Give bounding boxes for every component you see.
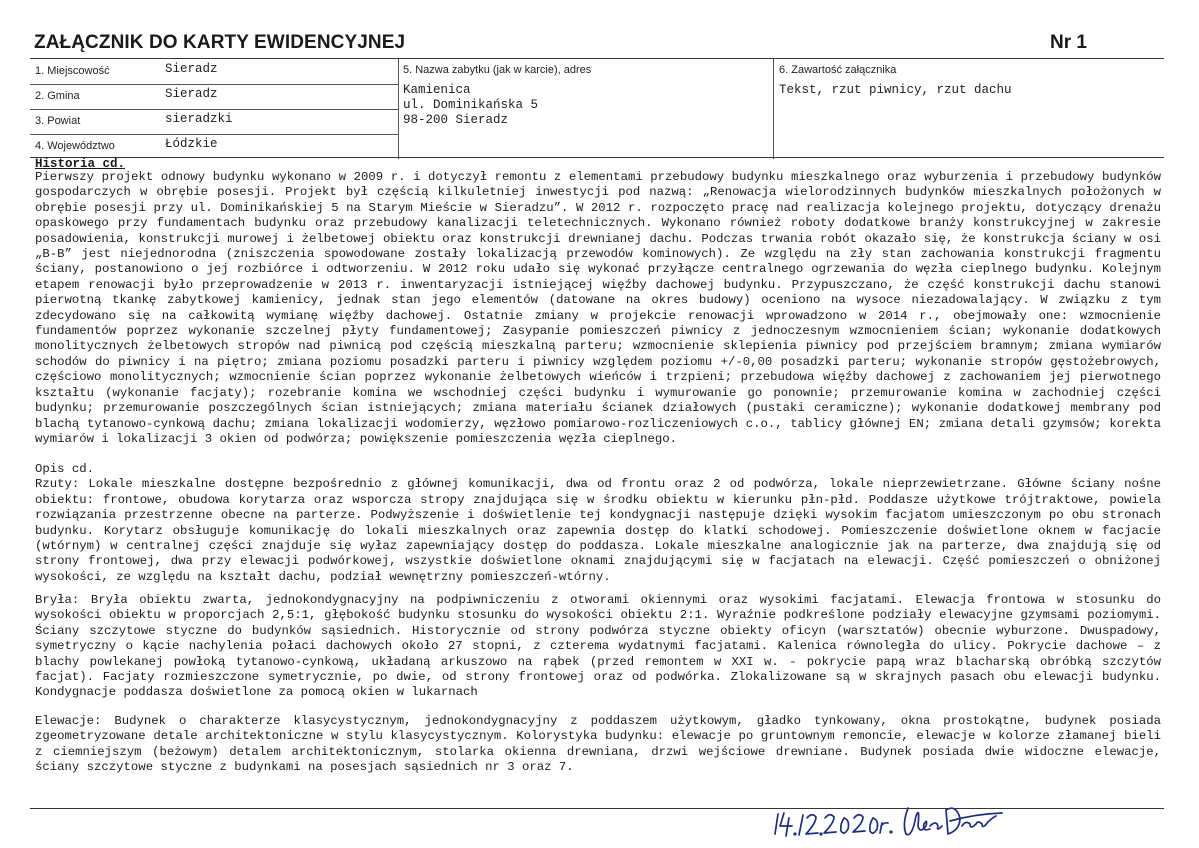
paragraph-bryla: Bryła: Bryła obiektu zwarta, jednokondygnacyjny na podpiwniczeniu z otworami okiennymi oraz wysokimi facjatami. Elewacja frontowa w stosunku do wysokości obiektu w proporcjach 2,5:1, głębokość budynku stosunku do wysokości obiektu 2:1. Wyraźnie podkreślone podziały elewacyjne gzymsami poziomymi. Ściany szczytowe styczne do budynków sąsiednich. Historycznie od strony podwórza styczne obiekty oficyn (warsztatów) obecnie wyburzone. Dwuspadowy, symetryczny o kącie nachylenia połaci dachowych około 27 stopni, z czterema wydatnymi facjatami. Kalenica równoległa do ulicy. Pokrycie dachowe – z blachy powlekanej powłoką tytanowo-cynkową, układaną arkuszowo na rąbek (przed remontem w XXI w. - pokrycie papą wraz blacharską obróbką szczytów facjat). Facjaty rozmieszczone symetrycznie, po dwie, od strony frontowej oraz od podwórka. Zlokalizowane są w skrajnych pasach obu elewacji budynku. Kondygnacje poddasza doświetlone za pomocą okien w lukarnach	[35, 593, 1161, 700]
paragraph-historia: Pierwszy projekt odnowy budynku wykonano w 2009 r. i dotyczył remontu z elementami przebudowy budynku mieszkalnego oraz wyburzenia i przebudowy budynków gospodarczych w obrębie posesji. Projekt był częścią kilkuletniej inwestycji pod nazwą: „Renowacja wielorodzinnych budynków mieszkalnych położonych w obrębie posesji przy ul. Dominikańskiej 5 na Starym Mieście w Sieradzu”. W 2012 r. rozpoczęto pracę nad realizacja kolejnego projektu, dotyczący drenażu opaskowego przy fundamentach budynku oraz przebudowy kanalizacji teletechnicznych. Wykonano również roboty dodatkowe branży konstrukcyjnej w zakresie posadowienia, konstrukcji murowej i żelbetowej obiektu oraz konstrukcji drewnianej dachu. Podczas trwania robót okazało się, że konstrukcja ściany w osi „B-B” jest niejednorodna (zniszczenia spowodowane zostały lokalizacją przewodów kominowych). Ze względu na zły stan zachowania konstrukcji fragmentu ściany, postanowiono o jej rozbiórce i odtworzeniu. W 2012 roku udało się wykonać przyłącze centralnego ogrzewania do węzła cieplnego budynku. Kolejnym etapem renowacji było przeprowadzenie w 2013 r. inwentaryzacji istniejącej więźby dachowej budynku. Przypuszczano, że część konstrukcji dachu stanowi pierwotną tkankę zabytkowej kamienicy, jednak stan jego elementów (datowane na okres budowy) oceniono na wysoce niezadowalający. W związku z tym zdecydowano się na całkowitą wymianę więźby dachowej. Ostatnie zmiany w projekcie renowacji wprowadzono w 2014 r., obejmowały one: wzmocnienie fundamentów poprzez wykonanie szczelnej płyty fundamentowej; Zasypanie pomieszczeń piwnicy z jednoczesnym wzmocnieniem ścian; wykonanie dodatkowych monolitycznych żelbetowych stropów nad piwnicą pod częścią mieszkalną parteru; wzmocnienie sklepienia piwnicy pod przejściem bramnym; zmiana wymiarów schodów do piwnicy i na piętro; zmiana poziomu posadzki parteru i piwnicy względem poziomu +/-0,00 posadzki parteru; wykonanie stropów gęstożebrowych, częściowo monolitycznych; wzmocnienie ścian poprzez wykonanie żelbetowych wieńców i trzpieni; przebudowa więźby dachowej z zachowaniem jej pierwotnego kształtu (wykonanie facjaty); rozebranie komina we wschodniej części budynku i wymurowanie go ponownie; przemurowanie komina w zachodniej części budynku; przemurowanie poszczególnych ścian istniejących; zmiana materiału ścianek działowych (pustaki ceramiczne); wykonanie dodatkowej membrany pod blachą tytanowo-cynkową dachu; zmiana lokalizacji wodomierzy, węzłowo pomiarowo-rozliczeniowych c.o., tablicy głównej EN; zmiana detali gzymsów; korekta wymiarów i lokalizacji 3 okien od podwórza; powiększenie pomieszczenia węzła cieplnego.	[35, 170, 1161, 446]
row-divider	[30, 134, 398, 135]
field-label-wojewodztwo: 4. Województwo	[35, 140, 115, 152]
row-divider	[30, 84, 398, 85]
field-label-zawartosc: 6. Zawartość załącznika	[779, 64, 897, 76]
handwritten-date-and-signature	[770, 796, 1010, 844]
attachment-number: Nr 1	[1050, 32, 1087, 53]
field-value-zawartosc: Tekst, rzut piwnicy, rzut dachu	[779, 83, 1012, 97]
column-divider	[398, 59, 399, 159]
field-value-gmina: Sieradz	[165, 87, 218, 101]
field-label-nazwa: 5. Nazwa zabytku (jak w karcie), adres	[403, 64, 592, 76]
paragraph-elewacje: Elewacje: Budynek o charakterze klasycystycznym, jednokondygnacyjny z poddaszem użytkowym, gładko tynkowany, okna prostokątne, budynek posiada zgeometryzowane detale architektoniczne w stylu klasycystycznym. Kolorystyka budynku: elewacje po gruntownym remoncie, elewacje w kolorze złamanej bieli z ciemniejszym (beżowym) detalem architektonicznym, stolarka okienna drewniana, drzwi wejściowe drewniane. Budynek posiada dwie widoczne elewacje, ściany szczytowe styczne z budynkami na posesjach sąsiednich nr 3 oraz 7.	[35, 714, 1161, 775]
metadata-table	[30, 58, 1164, 159]
column-divider	[773, 59, 774, 159]
field-value-wojewodztwo: Łódzkie	[165, 137, 218, 151]
field-label-powiat: 3. Powiat	[35, 115, 81, 127]
field-label-gmina: 2. Gmina	[35, 90, 80, 102]
section-title-historia: Historia cd.	[35, 157, 126, 171]
field-value-miejscowosc: Sieradz	[165, 62, 218, 76]
field-value-nazwa: Kamienica ul. Dominikańska 5 98-200 Sieradz	[403, 83, 539, 127]
document-title: ZAŁĄCZNIK DO KARTY EWIDENCYJNEJ	[34, 32, 406, 53]
field-label-miejscowosc: 1. Miejscowość	[35, 65, 110, 77]
paragraph-opis: Opis cd. Rzuty: Lokale mieszkalne dostępne bezpośrednio z głównej komunikacji, dwa od frontu oraz 2 od podwórza, lokale nieprzewietrzane. Główne ściany nośne obiektu: frontowe, obudowa korytarza oraz wsporcza stropy znajdująca się w środku obiektu w kierunku płn-płd. Poddasze użytkowe trójtraktowe, powiela rozwiązania przestrzenne obecne na parterze. Podwyższenie i doświetlenie tej kondygnacji następuje dzięki wysokim facjatom umieszczonym po obu stronach budynku. Korytarz obsługuje komunikację do lokali mieszkalnych oraz zapewnia dostęp do klatki schodowej. Pomieszczenie doświetlone oknem w facjacie (wtórnym) w centralnej części znajduje się wyłaz zapewniający dostęp do poddasza. Lokale mieszkalne analogicznie jak na parterze, dwa znajdują się od strony frontowej, dwa przy elewacji podwórkowej, wszystkie doświetlone oknami znajdującymi się w facjatach na elewacji. Część pomieszczeń o obniżonej wysokości, ze względu na kształt dachu, podział wewnętrzny pomieszczeń-wtórny.	[35, 462, 1161, 584]
row-divider	[30, 109, 398, 110]
table-bottom-border	[30, 157, 1164, 158]
field-value-powiat: sieradzki	[165, 112, 233, 126]
